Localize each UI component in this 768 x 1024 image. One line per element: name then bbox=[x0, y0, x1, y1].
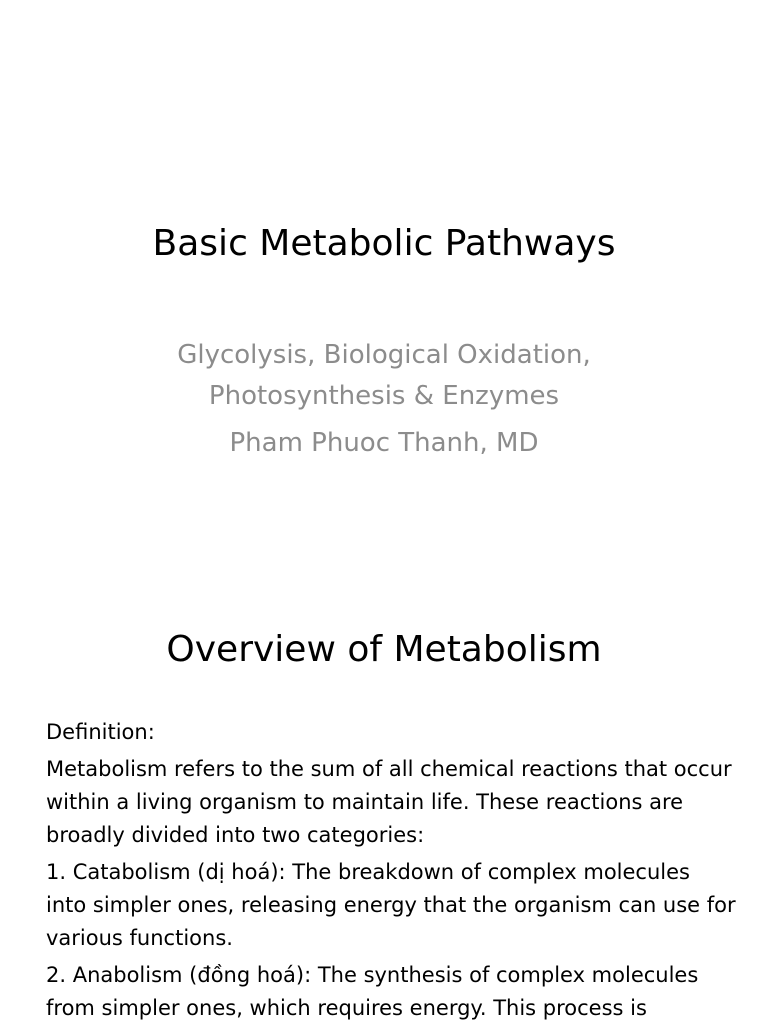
slide-title: Overview of Metabolism bbox=[166, 629, 602, 670]
definition-label: Definition: bbox=[46, 720, 155, 744]
subtitle-line-1: Glycolysis, Biological Oxidation, bbox=[177, 340, 591, 370]
presentation-title: Basic Metabolic Pathways bbox=[152, 223, 616, 264]
anabolism-paragraph: 2. Anabolism (đồng hoá): The synthesis of complex molecules from simpler ones, which requires energy. This process is bbox=[46, 963, 699, 1020]
author-name: Pham Phuoc Thanh, MD bbox=[229, 428, 539, 458]
overview-slide bbox=[0, 576, 768, 1024]
catabolism-paragraph: 1. Catabolism (dị hoá): The breakdown of complex molecules into simpler ones, releasing energy that the organism can use for various functions. bbox=[46, 860, 736, 950]
definition-paragraph: Metabolism refers to the sum of all chemical reactions that occur within a living organism to maintain life. These reactions are broadly divided into two categories: bbox=[46, 757, 732, 847]
presentation-subtitle bbox=[0, 335, 768, 464]
subtitle-line-2: Photosynthesis & Enzymes bbox=[208, 381, 560, 411]
slide-body bbox=[46, 716, 736, 1024]
